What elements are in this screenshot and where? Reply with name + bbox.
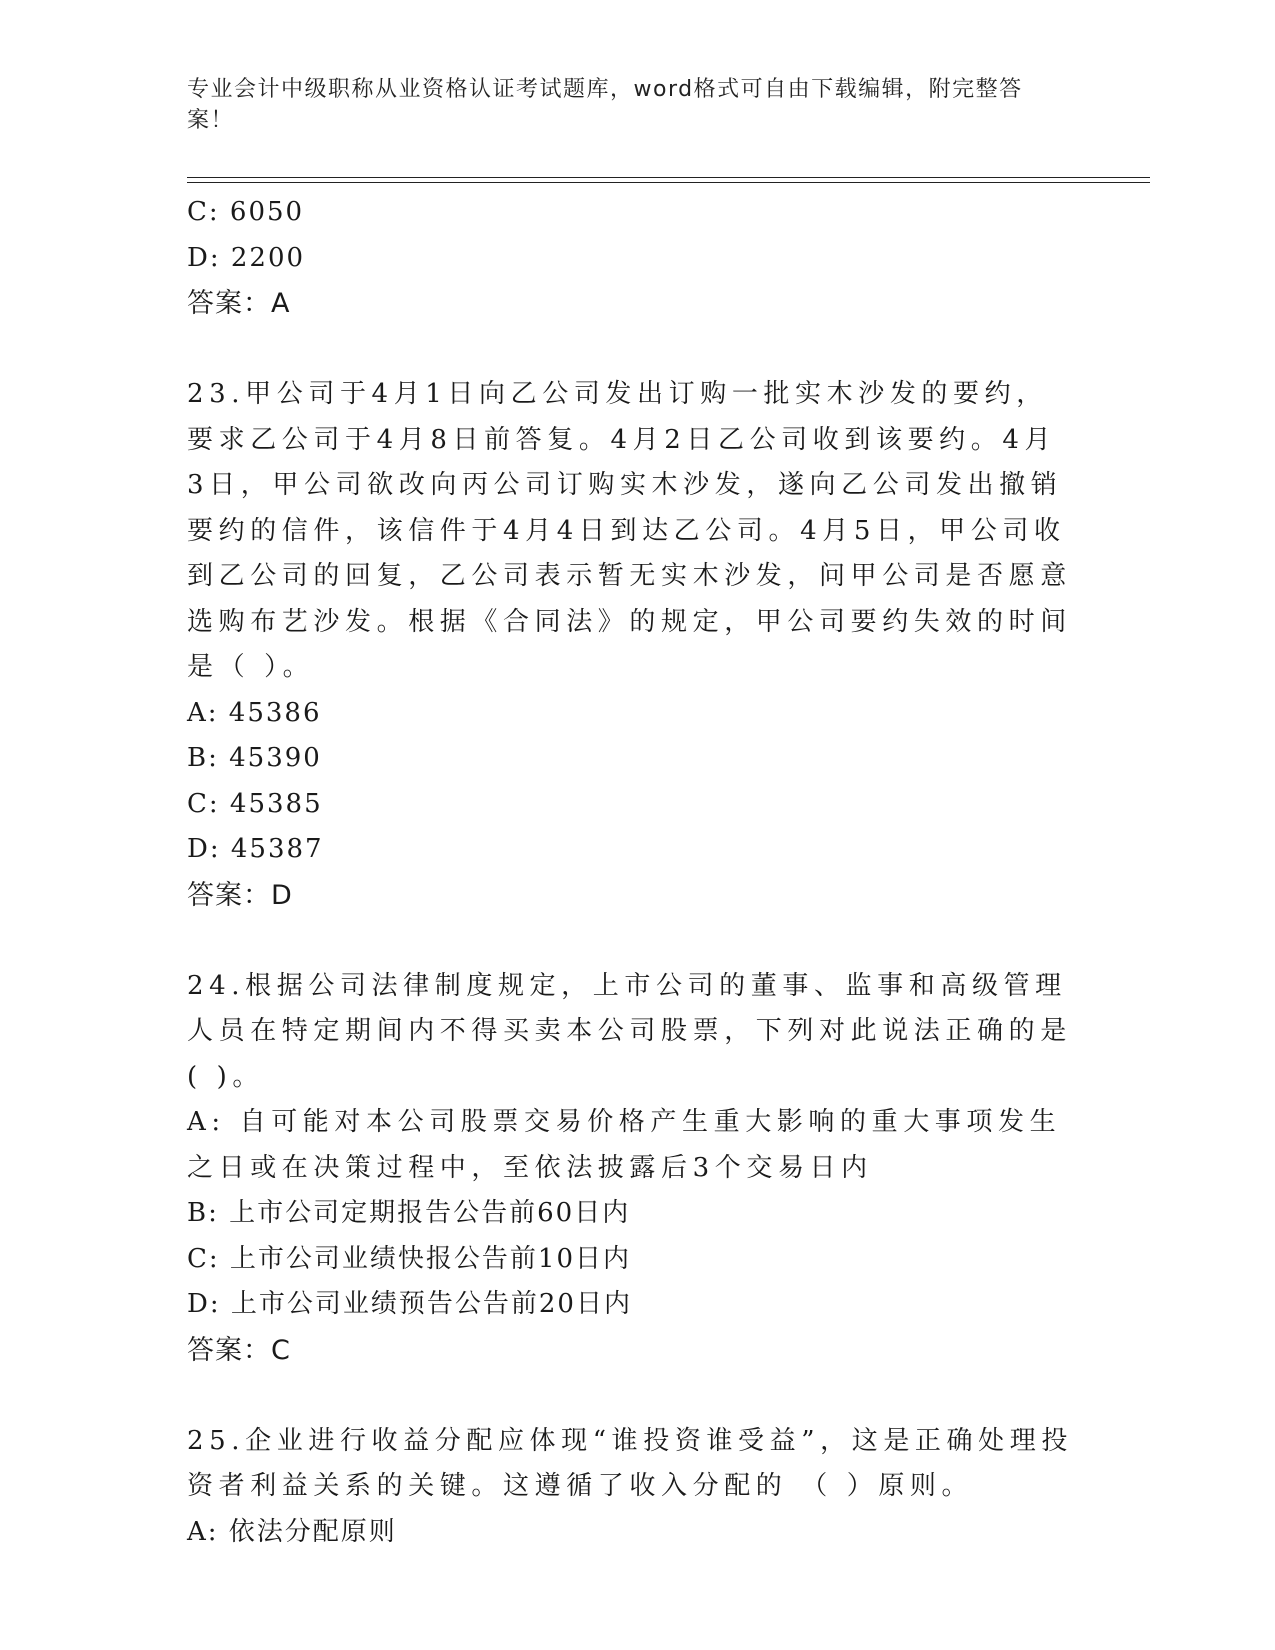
option-d: D: 45387 <box>187 834 324 864</box>
option-a: A: 45386 <box>187 697 322 728</box>
option-a: A: 依法分配原则 <box>187 1516 397 1547</box>
answer-line: 答案：D <box>187 879 293 911</box>
option-b: B: 45390 <box>187 743 322 773</box>
option-c: C: 45385 <box>187 788 323 819</box>
question-25-text: 25.企业进行收益分配应体现“谁投资谁受益”，这是正确处理投资者利益关系的关键。这遵循了收入分配的 （ ）原则。 <box>187 1425 1073 1501</box>
option-b: B: 上市公司定期报告公告前60日内 <box>187 1198 631 1228</box>
header-rule-top <box>187 177 1150 178</box>
question-content <box>187 190 1087 1555</box>
option-a: A: 自可能对本公司股票交易价格产生重大影响的重大事项发生之日或在决策过程中，至依法披露后3个交易日内 <box>187 1107 1062 1183</box>
option-c: C: 6050 <box>187 197 305 227</box>
answer-line: 答案：C <box>187 1334 291 1366</box>
question-24-text: 24.根据公司法律制度规定，上市公司的董事、监事和高级管理人员在特定期间内不得买卖本公司股票，下列对此说法正确的是( )。 <box>187 970 1072 1092</box>
answer-line: 答案：A <box>187 288 291 319</box>
document-header: 专业会计中级职称从业资格认证考试题库，word格式可自由下载编辑，附完整答案！ <box>187 77 1023 133</box>
option-d: D: 2200 <box>187 242 306 273</box>
question-23-text: 23.甲公司于4月1日向乙公司发出订购一批实木沙发的要约，要求乙公司于4月8日前答复。4月2日乙公司收到该要约。4月3日，甲公司欲改向丙公司订购实木沙发，遂向乙公司发出撤销要约的信件，该信件于4月4日到达乙公司。4月5日，甲公司收到乙公司的回复，乙公司表示暂无实木沙发，问甲公司是否愿意选购布艺沙发。根据《合同法》的规定，甲公司要约失效的时间是（ ）。 <box>187 379 1072 682</box>
spacer <box>187 1373 1087 1419</box>
spacer <box>187 918 1087 964</box>
option-d: D: 上市公司业绩预告公告前20日内 <box>187 1289 632 1319</box>
option-c: C: 上市公司业绩快报公告前10日内 <box>187 1243 632 1274</box>
header-rule-bottom <box>187 182 1150 183</box>
spacer <box>187 327 1087 373</box>
